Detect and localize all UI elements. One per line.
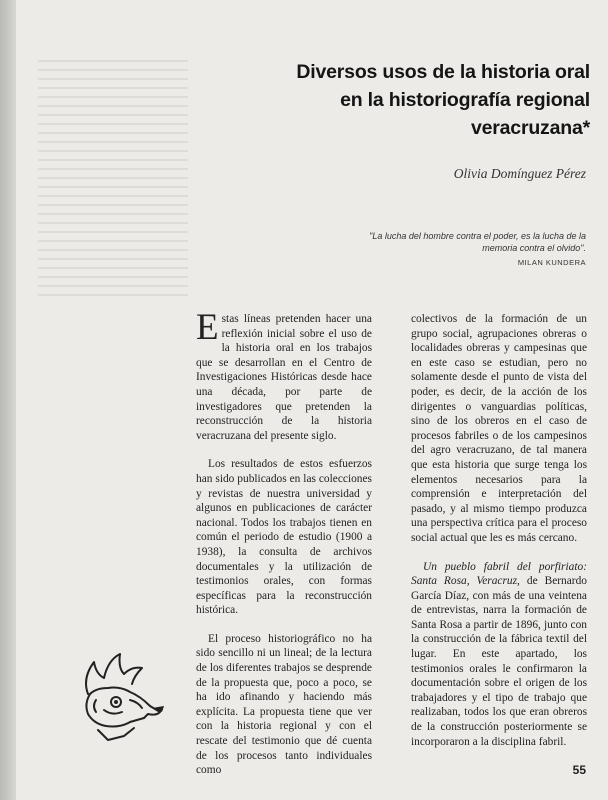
page-edge-shadow (0, 0, 16, 800)
pre-hispanic-head-illustration (68, 650, 168, 745)
text-column-right (411, 312, 587, 763)
title-line: veracruzana* (470, 117, 590, 139)
paragraph: Los resultados de estos esfuerzos han sido publicados en las colecciones y revistas de nuestra universidad y algunos en publicaciones de carácter nacional. Todos los trabajos tienen en común el periodo de estudio (1900 a 1938), la consulta de archivos documentales y la utilización de testimonios orales, con formas específicas para la reconstrucción histórica. (196, 458, 372, 617)
article-title (270, 58, 590, 142)
title-line: Diversos usos de la historia oral (296, 61, 590, 83)
book-title: Un pueblo fabril del porfiriato: Santa Rosa, Veracruz, (411, 560, 587, 588)
paragraph: El proceso historiográfico no ha sido sencillo ni un lineal; de la lectura de los diferentes trabajos se desprende de la propuesta que, poco a poco, se ha ido afinando y haciendo más explícita. La propuesta tiene que ver con la historia regional y con el rescate del testimonio que dé cuenta de los procesos tanto individuales como (196, 632, 372, 777)
drop-cap: E (196, 307, 219, 348)
paragraph-text: stas líneas pretenden hacer una reflexión inicial sobre el uso de la historia oral en los trabajos que se desarrollan en el Centro de Investigaciones Históricas desde hace una década, por parte de investigadores que pretenden la reconstrucción de la historia veracruzana del presente siglo. (196, 313, 372, 442)
epigraph-attribution: MILAN KUNDERA (517, 258, 586, 267)
paragraph (411, 560, 587, 750)
paragraph-text: de Bernardo García Díaz, con más de una veintena de entrevistas, narra la formación de Santa Rosa a partir de 1896, junto con la construcción de la fábrica textil del lugar. En este apartado, los testimonios orales le confirmaron la documentación sobre el origen de los trabajadores y el tipo de trabajo que realizaban, todos los que eran obreros de la construcción posteriormente se incorporaron a la disciplina fabril. (411, 575, 587, 748)
bleed-through-texture (38, 60, 188, 300)
text-column-left (196, 307, 372, 792)
epigraph-quote: "La lucha del hombre contra el poder, es la lucha de la memoria contra el olvido". (369, 231, 586, 253)
paragraph: colectivos de la formación de un grupo social, agrupaciones obreras o localidades obreras y campesinas que en este caso se estudian, pero no solamente desde el punto de vista del poder, es decir, de la acción de los dirigentes o vanguardias políticas, sino de los obreros en el caso de procesos fabriles o de los campesinos del agro veracruzano, de tal manera que esta historia que surge tenga los elementos necesarios para la comprensión e interpretación del pasado, y al mismo tiempo produzca una perspectiva crítica para el proceso social actual que les es más cercano. (411, 313, 587, 544)
author-name: Olivia Domínguez Pérez (453, 166, 586, 181)
title-line: en la historiografía regional (340, 89, 590, 111)
epigraph (356, 230, 586, 269)
paragraph (196, 307, 372, 443)
page-number: 55 (572, 763, 586, 777)
